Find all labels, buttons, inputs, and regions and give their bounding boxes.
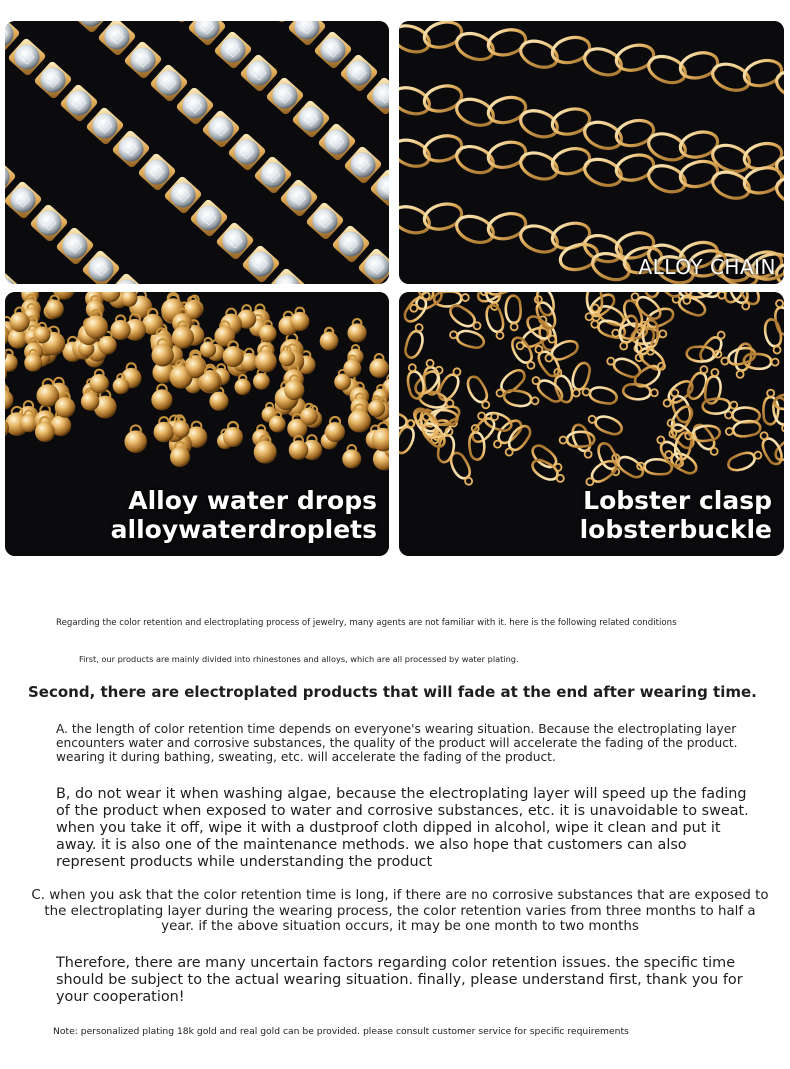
intro-text: Regarding the color retention and electroplating process of jewelry, many agents are not familiar with it. here is the following related conditions xyxy=(56,618,677,628)
water-drops-caption-line1: Alloy water drops xyxy=(128,486,377,515)
point-a-text: A. the length of color retention time depends on everyone's wearing situation. Because the electroplating layer encounters water and corrosive substances, the quality of the product will accelerate the fading of the product. wearing it during bathing, sweating, etc. will accelerate the fading of the product. xyxy=(56,722,738,764)
lobster-clasp-caption-line1: Lobster clasp xyxy=(583,486,772,515)
lobster-clasp-photo xyxy=(399,292,784,556)
lobster-clasp-caption-line2: lobsterbuckle xyxy=(579,515,772,544)
note-text: Note: personalized plating 18k gold and real gold can be provided. please consult customer service for specific requirements xyxy=(53,1026,629,1037)
point-c-text: C. when you ask that the color retention time is long, if there are no corrosive substances that are exposed to the electroplating layer during the wearing process, the color retention varies from three months to half a year. if the above situation occurs, it may be one month to two months xyxy=(31,888,769,934)
lobster-clasp-caption xyxy=(580,486,772,544)
water-drops-caption xyxy=(111,486,377,544)
alloy-chain-label: ALLOY CHAIN xyxy=(638,255,776,279)
alloy-chain-photo xyxy=(399,21,784,284)
point-b-text: B, do not wear it when washing algae, because the electroplating layer will speed up the fading of the product when exposed to water and corrosive substances, etc. it is unavoidable to sweat. when you take it off, wipe it with a dustproof cloth dipped in alcohol, wipe it clean and put it away. it is also one of the maintenance methods. we also hope that customers can also represent products while understanding the product xyxy=(56,786,749,870)
second-point-heading: Second, there are electroplated products that will fade at the end after wearing time. xyxy=(28,683,757,701)
first-point-text: First, our products are mainly divided into rhinestones and alloys, which are all processed by water plating. xyxy=(79,654,519,664)
water-drops-caption-line2: alloywaterdroplets xyxy=(110,515,377,544)
alloy-water-drops-photo xyxy=(5,292,389,556)
rhinestone-chain-photo xyxy=(5,21,389,284)
rhinestone-chain-image xyxy=(5,21,389,284)
alloy-chain-image xyxy=(399,21,784,284)
conclusion-text: Therefore, there are many uncertain factors regarding color retention issues. the specific time should be subject to the actual wearing situation. finally, please understand first, thank you for your cooperation! xyxy=(56,955,743,1005)
